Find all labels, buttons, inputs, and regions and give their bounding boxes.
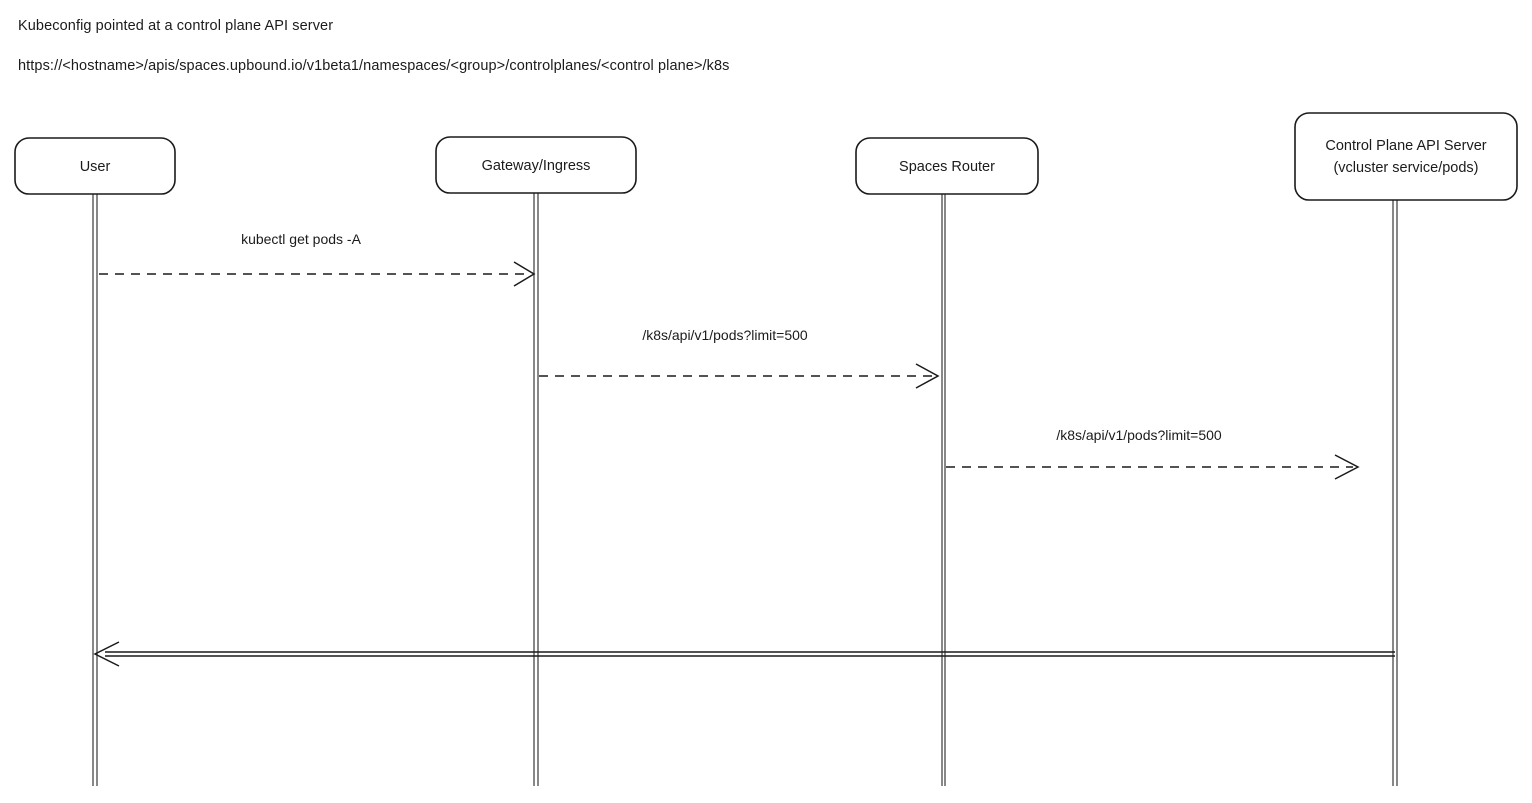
arrow-head-4 <box>95 642 119 666</box>
message-label-1: kubectl get pods -A <box>241 231 361 247</box>
actor-label-spaces-router: Spaces Router <box>899 158 995 175</box>
page-title: Kubeconfig pointed at a control plane API server <box>18 18 334 34</box>
message-pods-limit-500-router-to-api <box>946 427 1358 479</box>
actor-label-user: User <box>79 158 111 175</box>
actor-box-control-plane-api-server <box>1295 113 1517 200</box>
actor-sublabel-control-plane-api-server: (vcluster service/pods) <box>1333 159 1479 176</box>
api-server-url: https://<hostname>/apis/spaces.upbound.io/v1beta1/namespaces/<group>/controlplanes/<control plane>/k8s <box>18 58 730 74</box>
message-kubectl-get-pods <box>99 231 534 286</box>
actor-control-plane-api-server[interactable] <box>1295 113 1517 200</box>
message-label-3: /k8s/api/v1/pods?limit=500 <box>1056 427 1222 443</box>
message-pods-limit-500-gateway-to-router <box>539 327 938 388</box>
message-response-to-user <box>95 642 1395 666</box>
actor-label-gateway: Gateway/Ingress <box>481 157 591 174</box>
actor-gateway[interactable] <box>436 137 636 193</box>
actor-spaces-router[interactable] <box>856 138 1038 194</box>
actor-label-control-plane-api-server: Control Plane API Server <box>1325 137 1487 154</box>
actor-user[interactable] <box>15 138 175 194</box>
message-label-2: /k8s/api/v1/pods?limit=500 <box>642 327 808 343</box>
lifelines <box>93 192 1397 786</box>
